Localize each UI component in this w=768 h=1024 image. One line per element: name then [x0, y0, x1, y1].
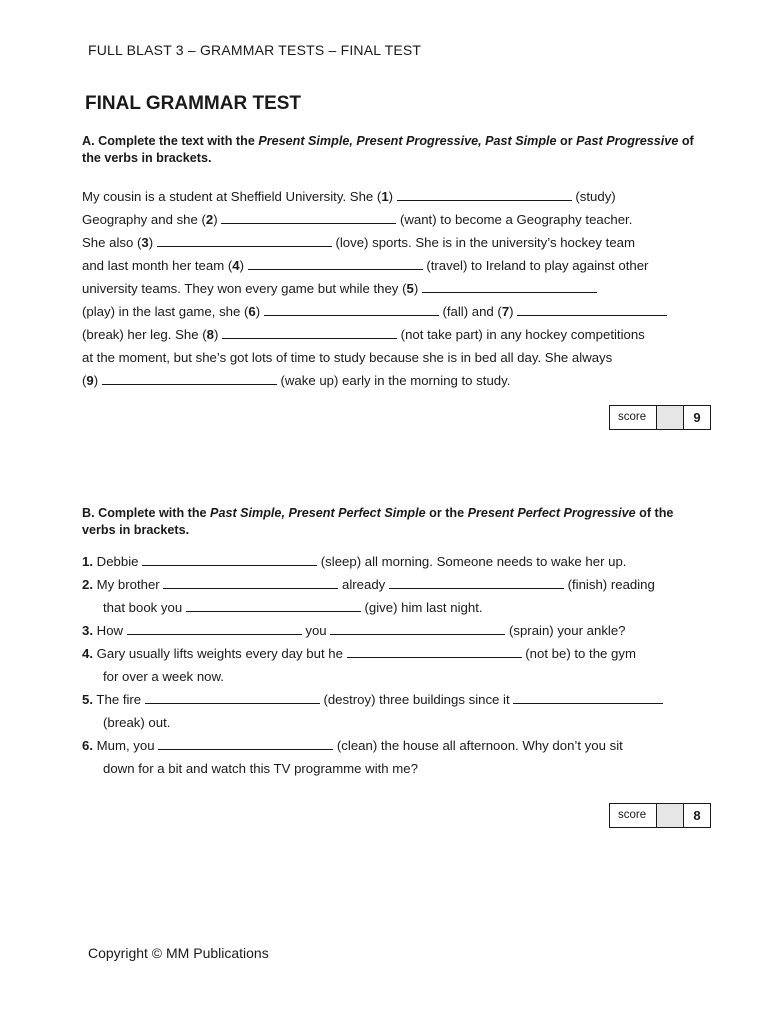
instruction-text: Past Simple, Present Perfect Simple [210, 506, 426, 520]
passage-line [82, 369, 707, 392]
text-segment: My brother [93, 577, 164, 592]
section-a-instructions [82, 133, 702, 167]
passage-line [82, 231, 707, 254]
text-segment: The fire [93, 692, 145, 707]
score-label: score [610, 804, 657, 827]
answer-blank[interactable] [264, 302, 439, 316]
instruction-text: of the verbs in brackets. [82, 134, 694, 165]
text-segment: Mum, you [93, 738, 159, 753]
text-segment: (not take part) in any hockey competitions [397, 327, 645, 342]
item-number: 4 [232, 258, 240, 273]
exercise-line [82, 711, 707, 734]
item-number: 9 [86, 373, 94, 388]
page-title: FINAL GRAMMAR TEST [85, 93, 302, 114]
section-b-instructions [82, 505, 702, 539]
answer-blank[interactable] [513, 690, 663, 704]
page-header: FULL BLAST 3 – GRAMMAR TESTS – FINAL TEST [88, 42, 422, 58]
answer-blank[interactable] [221, 210, 396, 224]
text-segment: (clean) the house all afternoon. Why don’t you sit [333, 738, 623, 753]
text-segment: Debbie [93, 554, 143, 569]
exercise-line [82, 757, 707, 780]
instruction-text: Present Simple, Present Progressive, Past Simple [258, 134, 557, 148]
text-segment: you [301, 623, 331, 638]
copyright-footer: Copyright © MM Publications [88, 945, 269, 961]
answer-blank[interactable] [248, 256, 423, 270]
answer-blank[interactable] [389, 575, 564, 589]
text-segment: (study) [571, 189, 616, 204]
text-segment: (break) out. [103, 715, 171, 730]
exercise-line [82, 688, 707, 711]
section-b-list [82, 550, 707, 780]
answer-blank[interactable] [186, 598, 361, 612]
answer-blank[interactable] [517, 302, 667, 316]
text-segment: (break) her leg. She ( [82, 327, 207, 342]
instruction-text: A. Complete the text with the [82, 134, 259, 148]
item-number: 8 [206, 327, 214, 342]
instruction-text: Present Perfect Progressive [467, 506, 636, 520]
text-segment: (not be) to the gym [521, 646, 636, 661]
answer-blank[interactable] [422, 279, 597, 293]
item-number: 6. [82, 738, 93, 753]
text-segment: (wake up) early in the morning to study. [276, 373, 511, 388]
text-segment: ) [239, 258, 248, 273]
answer-blank[interactable] [330, 621, 505, 635]
score-label: score [610, 406, 657, 429]
text-segment: for over a week now. [103, 669, 224, 684]
item-number: 2 [205, 212, 214, 227]
text-segment: at the moment, but she’s got lots of time to study because she is in bed all day. She always [82, 350, 613, 365]
passage-line [82, 300, 707, 323]
passage-line [82, 277, 707, 300]
exercise-line [82, 573, 707, 596]
exercise-line [82, 642, 707, 665]
item-number: 1 [381, 189, 389, 204]
instruction-text: of the verbs in brackets. [82, 506, 674, 537]
text-segment: (love) sports. She is in the university’s hockey team [331, 235, 635, 250]
answer-blank[interactable] [157, 233, 332, 247]
passage-line [82, 254, 707, 277]
section-a-passage [82, 185, 707, 392]
text-segment: ) [388, 189, 397, 204]
text-segment: ) [213, 212, 222, 227]
score-max: 9 [693, 410, 701, 425]
text-segment: ) [413, 281, 422, 296]
answer-blank[interactable] [163, 575, 338, 589]
text-segment: ) [213, 327, 223, 342]
passage-line [82, 346, 707, 369]
item-number: 7 [501, 304, 510, 319]
instruction-text: B. Complete with the [82, 506, 211, 520]
instruction-text: or the [425, 506, 468, 520]
text-segment: already [338, 577, 389, 592]
text-segment: ) [509, 304, 518, 319]
instruction-text: or [556, 134, 577, 148]
text-segment: ( [82, 373, 87, 388]
exercise-line [82, 550, 707, 573]
item-number: 3 [141, 235, 149, 250]
text-segment: (sleep) all morning. Someone needs to wake her up. [317, 554, 627, 569]
item-number: 1. [82, 554, 93, 569]
text-segment: ) [93, 373, 102, 388]
answer-blank[interactable] [102, 371, 277, 385]
score-max: 8 [693, 808, 701, 823]
exercise-line [82, 596, 707, 619]
text-segment: Geography and she ( [82, 212, 206, 227]
item-number: 5. [82, 692, 93, 707]
text-segment: and last month her team ( [82, 258, 233, 273]
answer-blank[interactable] [222, 325, 397, 339]
answer-blank[interactable] [127, 621, 302, 635]
item-number: 2. [82, 577, 93, 592]
exercise-line [82, 665, 707, 688]
text-segment: (travel) to Ireland to play against other [422, 258, 649, 273]
text-segment: My cousin is a student at Sheffield University. She ( [82, 189, 382, 204]
text-segment: ) [255, 304, 264, 319]
text-segment: (want) to become a Geography teacher. [396, 212, 633, 227]
text-segment: (destroy) three buildings since it [319, 692, 514, 707]
text-segment: How [93, 623, 127, 638]
text-segment: down for a bit and watch this TV programme with me? [103, 761, 418, 776]
answer-blank[interactable] [145, 690, 320, 704]
item-number: 6 [248, 304, 256, 319]
item-number: 3. [82, 623, 93, 638]
text-segment: ) [148, 235, 157, 250]
score-box-b [609, 803, 711, 828]
text-segment: She also ( [82, 235, 142, 250]
text-segment: that book you [103, 600, 186, 615]
text-segment: (play) in the last game, she ( [82, 304, 249, 319]
passage-line [82, 323, 707, 346]
answer-blank[interactable] [158, 736, 333, 750]
text-segment: (fall) and ( [438, 304, 502, 319]
passage-line [82, 208, 707, 231]
answer-blank[interactable] [397, 187, 572, 201]
text-segment: (finish) reading [563, 577, 655, 592]
text-segment: university teams. They won every game but while they ( [82, 281, 407, 296]
score-input[interactable] [657, 406, 684, 429]
passage-line [82, 185, 707, 208]
item-number: 5 [406, 281, 414, 296]
instruction-text: Past Progressive [576, 134, 679, 148]
exercise-line [82, 619, 707, 642]
answer-blank[interactable] [142, 552, 317, 566]
text-segment: (sprain) your ankle? [505, 623, 626, 638]
text-segment: (give) him last night. [360, 600, 483, 615]
score-input[interactable] [657, 804, 684, 827]
text-segment: Gary usually lifts weights every day but he [93, 646, 347, 661]
score-box-a [609, 405, 711, 430]
exercise-line [82, 734, 707, 757]
answer-blank[interactable] [347, 644, 522, 658]
item-number: 4. [82, 646, 93, 661]
